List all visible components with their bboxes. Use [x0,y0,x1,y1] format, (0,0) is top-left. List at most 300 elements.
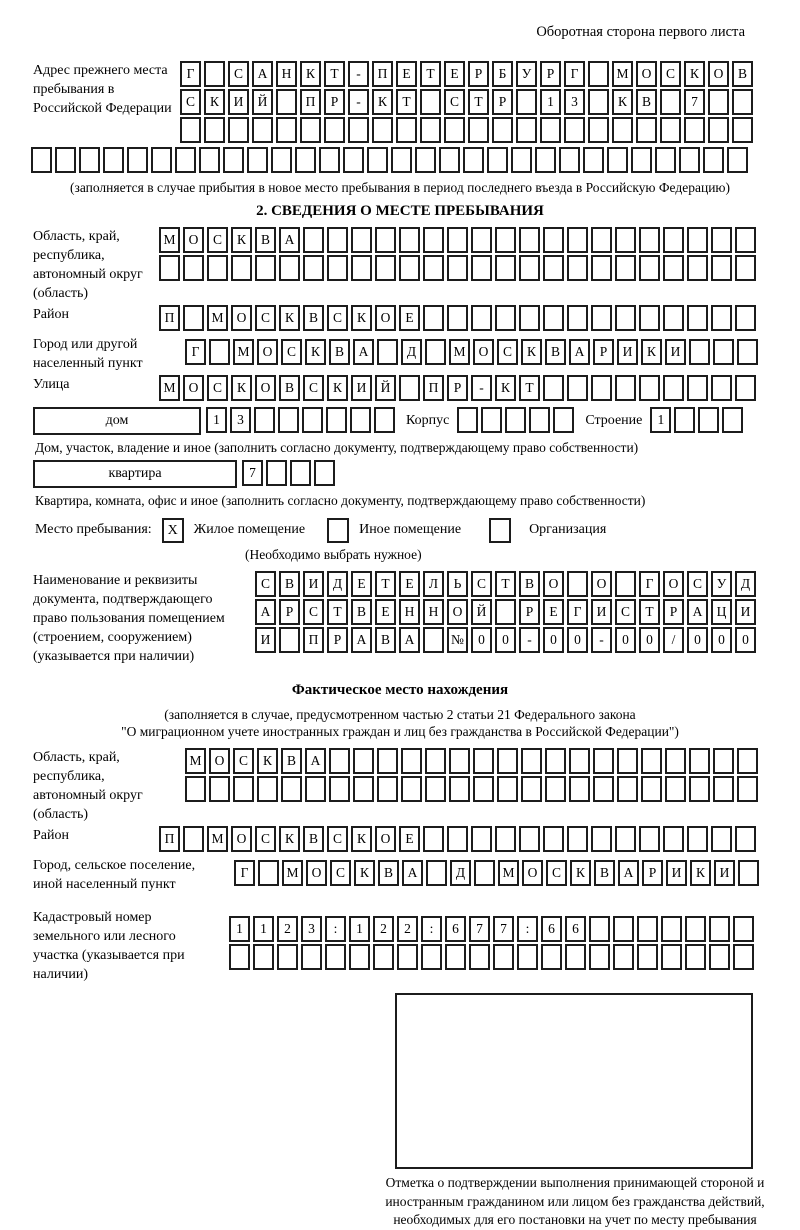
char-cell[interactable]: Т [375,571,396,597]
flat-type-box[interactable]: квартира [33,460,237,488]
char-cell[interactable] [447,255,468,281]
char-cell[interactable] [204,61,225,87]
char-cell[interactable]: М [449,339,470,365]
char-cell[interactable] [521,748,542,774]
char-cell[interactable] [639,255,660,281]
char-cell[interactable]: А [687,599,708,625]
char-cell[interactable] [663,227,684,253]
registration-mark-box[interactable] [395,993,753,1169]
char-cell[interactable] [735,375,756,401]
char-cell[interactable]: К [257,748,278,774]
char-cell[interactable]: У [516,61,537,87]
char-cell[interactable]: Н [399,599,420,625]
char-cell[interactable] [543,826,564,852]
char-cell[interactable] [737,748,758,774]
char-cell[interactable] [397,944,418,970]
char-cell[interactable]: Е [543,599,564,625]
char-cell[interactable] [305,776,326,802]
char-cell[interactable]: В [378,860,399,886]
char-cell[interactable]: К [351,305,372,331]
char-cell[interactable] [493,944,514,970]
checkbox-organizatsiya[interactable] [489,518,511,543]
char-cell[interactable] [497,776,518,802]
char-cell[interactable] [468,117,489,143]
char-cell[interactable] [423,305,444,331]
char-cell[interactable] [473,748,494,774]
char-cell[interactable]: К [641,339,662,365]
char-cell[interactable] [732,117,753,143]
char-cell[interactable]: 1 [253,916,274,942]
char-cell[interactable] [423,255,444,281]
char-cell[interactable] [639,375,660,401]
char-cell[interactable] [415,147,436,173]
char-cell[interactable] [564,117,585,143]
char-cell[interactable]: К [327,375,348,401]
char-cell[interactable]: Р [324,89,345,115]
char-cell[interactable]: 0 [567,627,588,653]
char-cell[interactable]: О [473,339,494,365]
char-cell[interactable]: В [279,375,300,401]
char-cell[interactable] [327,255,348,281]
char-cell[interactable]: П [303,627,324,653]
char-cell[interactable]: Р [327,627,348,653]
char-cell[interactable]: Н [423,599,444,625]
char-cell[interactable]: О [663,571,684,597]
char-cell[interactable] [314,460,335,486]
char-cell[interactable]: О [447,599,468,625]
char-cell[interactable] [183,305,204,331]
char-cell[interactable] [559,147,580,173]
char-cell[interactable] [497,748,518,774]
char-cell[interactable]: М [207,305,228,331]
char-cell[interactable] [183,826,204,852]
char-cell[interactable]: М [282,860,303,886]
char-cell[interactable] [367,147,388,173]
char-cell[interactable] [55,147,76,173]
char-cell[interactable] [401,776,422,802]
char-cell[interactable]: С [207,375,228,401]
char-cell[interactable]: С [615,599,636,625]
char-cell[interactable]: 7 [684,89,705,115]
char-cell[interactable] [660,117,681,143]
char-cell[interactable]: 2 [277,916,298,942]
char-cell[interactable] [713,748,734,774]
char-cell[interactable] [541,944,562,970]
char-cell[interactable]: Д [401,339,422,365]
char-cell[interactable] [567,375,588,401]
char-cell[interactable] [266,460,287,486]
char-cell[interactable]: 0 [735,627,756,653]
char-cell[interactable] [711,227,732,253]
char-cell[interactable] [713,776,734,802]
char-cell[interactable] [399,227,420,253]
char-cell[interactable]: Д [450,860,471,886]
char-cell[interactable]: А [399,627,420,653]
char-cell[interactable]: С [327,305,348,331]
char-cell[interactable] [617,776,638,802]
char-cell[interactable]: О [209,748,230,774]
char-cell[interactable]: № [447,627,468,653]
char-cell[interactable] [495,599,516,625]
char-cell[interactable]: Т [327,599,348,625]
char-cell[interactable] [689,748,710,774]
char-cell[interactable]: О [183,375,204,401]
char-cell[interactable]: М [159,375,180,401]
char-cell[interactable] [229,944,250,970]
char-cell[interactable]: О [231,305,252,331]
char-cell[interactable] [348,117,369,143]
char-cell[interactable] [399,375,420,401]
char-cell[interactable]: - [471,375,492,401]
char-cell[interactable]: К [372,89,393,115]
char-cell[interactable]: С [660,61,681,87]
char-cell[interactable]: К [351,826,372,852]
char-cell[interactable] [301,944,322,970]
char-cell[interactable] [351,255,372,281]
char-cell[interactable] [495,227,516,253]
char-cell[interactable]: Ь [447,571,468,597]
char-cell[interactable]: 6 [565,916,586,942]
char-cell[interactable]: Е [351,571,372,597]
char-cell[interactable]: О [543,571,564,597]
char-cell[interactable] [665,776,686,802]
char-cell[interactable] [685,916,706,942]
char-cell[interactable]: А [569,339,590,365]
char-cell[interactable] [421,944,442,970]
char-cell[interactable] [276,117,297,143]
char-cell[interactable]: Е [399,826,420,852]
char-cell[interactable]: Р [447,375,468,401]
char-cell[interactable]: - [591,627,612,653]
char-cell[interactable]: А [255,599,276,625]
char-cell[interactable] [159,255,180,281]
char-cell[interactable]: В [303,305,324,331]
char-cell[interactable]: С [281,339,302,365]
char-cell[interactable]: С [233,748,254,774]
char-cell[interactable]: Р [642,860,663,886]
char-cell[interactable] [589,944,610,970]
char-cell[interactable] [457,407,478,433]
char-cell[interactable] [445,944,466,970]
char-cell[interactable] [639,227,660,253]
char-cell[interactable] [639,305,660,331]
char-cell[interactable] [517,944,538,970]
char-cell[interactable]: С [303,375,324,401]
char-cell[interactable]: К [279,826,300,852]
char-cell[interactable] [698,407,719,433]
char-cell[interactable] [565,944,586,970]
char-cell[interactable]: А [305,748,326,774]
char-cell[interactable] [447,826,468,852]
char-cell[interactable]: В [545,339,566,365]
char-cell[interactable] [324,117,345,143]
char-cell[interactable]: О [636,61,657,87]
char-cell[interactable] [471,227,492,253]
char-cell[interactable]: М [207,826,228,852]
char-cell[interactable] [519,305,540,331]
char-cell[interactable]: Г [564,61,585,87]
char-cell[interactable]: О [255,375,276,401]
char-cell[interactable] [351,227,372,253]
char-cell[interactable] [661,916,682,942]
char-cell[interactable] [449,776,470,802]
char-cell[interactable] [641,748,662,774]
char-cell[interactable] [471,826,492,852]
char-cell[interactable] [711,826,732,852]
char-cell[interactable] [279,255,300,281]
char-cell[interactable] [637,944,658,970]
char-cell[interactable] [423,627,444,653]
char-cell[interactable] [426,860,447,886]
char-cell[interactable]: И [228,89,249,115]
char-cell[interactable] [329,748,350,774]
char-cell[interactable]: : [325,916,346,942]
char-cell[interactable]: А [252,61,273,87]
char-cell[interactable] [665,748,686,774]
char-cell[interactable] [183,255,204,281]
char-cell[interactable] [684,117,705,143]
char-cell[interactable]: А [402,860,423,886]
char-cell[interactable] [613,944,634,970]
char-cell[interactable]: Р [540,61,561,87]
char-cell[interactable] [663,826,684,852]
char-cell[interactable] [303,255,324,281]
char-cell[interactable]: Р [663,599,684,625]
char-cell[interactable] [327,227,348,253]
char-cell[interactable] [492,117,513,143]
char-cell[interactable]: В [636,89,657,115]
char-cell[interactable] [473,776,494,802]
char-cell[interactable] [31,147,52,173]
char-cell[interactable]: Г [180,61,201,87]
char-cell[interactable]: С [444,89,465,115]
char-cell[interactable] [615,571,636,597]
char-cell[interactable] [540,117,561,143]
char-cell[interactable]: 2 [373,916,394,942]
char-cell[interactable] [295,147,316,173]
char-cell[interactable] [711,305,732,331]
char-cell[interactable] [615,826,636,852]
char-cell[interactable] [631,147,652,173]
char-cell[interactable] [353,748,374,774]
char-cell[interactable] [401,748,422,774]
char-cell[interactable]: 3 [301,916,322,942]
char-cell[interactable]: 0 [543,627,564,653]
checkbox-zhiloe[interactable]: X [162,518,184,543]
char-cell[interactable] [687,375,708,401]
char-cell[interactable] [663,255,684,281]
char-cell[interactable]: Е [399,305,420,331]
char-cell[interactable]: О [708,61,729,87]
char-cell[interactable]: : [517,916,538,942]
char-cell[interactable] [612,117,633,143]
char-cell[interactable] [543,227,564,253]
char-cell[interactable]: 0 [471,627,492,653]
char-cell[interactable] [607,147,628,173]
char-cell[interactable]: О [522,860,543,886]
char-cell[interactable] [255,255,276,281]
char-cell[interactable] [567,826,588,852]
char-cell[interactable] [709,944,730,970]
char-cell[interactable] [737,776,758,802]
char-cell[interactable]: О [257,339,278,365]
char-cell[interactable] [708,89,729,115]
char-cell[interactable] [350,407,371,433]
char-cell[interactable] [103,147,124,173]
char-cell[interactable]: 1 [206,407,227,433]
char-cell[interactable]: К [305,339,326,365]
char-cell[interactable]: В [329,339,350,365]
char-cell[interactable] [713,339,734,365]
char-cell[interactable] [687,227,708,253]
char-cell[interactable] [637,916,658,942]
char-cell[interactable] [425,748,446,774]
char-cell[interactable]: 6 [445,916,466,942]
char-cell[interactable] [276,89,297,115]
char-cell[interactable] [735,255,756,281]
char-cell[interactable]: В [279,571,300,597]
char-cell[interactable] [679,147,700,173]
char-cell[interactable] [449,748,470,774]
char-cell[interactable]: К [495,375,516,401]
char-cell[interactable]: Т [468,89,489,115]
char-cell[interactable] [278,407,299,433]
char-cell[interactable] [591,826,612,852]
char-cell[interactable] [591,227,612,253]
char-cell[interactable]: 2 [397,916,418,942]
char-cell[interactable] [733,916,754,942]
char-cell[interactable] [737,339,758,365]
char-cell[interactable] [247,147,268,173]
char-cell[interactable] [567,571,588,597]
char-cell[interactable] [711,375,732,401]
char-cell[interactable]: - [519,627,540,653]
char-cell[interactable] [641,776,662,802]
char-cell[interactable] [674,407,695,433]
char-cell[interactable]: К [204,89,225,115]
char-cell[interactable]: К [231,375,252,401]
char-cell[interactable]: Т [420,61,441,87]
char-cell[interactable] [375,227,396,253]
char-cell[interactable] [735,305,756,331]
char-cell[interactable]: С [303,599,324,625]
char-cell[interactable] [687,255,708,281]
char-cell[interactable] [588,89,609,115]
char-cell[interactable]: - [348,89,369,115]
char-cell[interactable]: Г [234,860,255,886]
char-cell[interactable] [204,117,225,143]
char-cell[interactable] [199,147,220,173]
char-cell[interactable]: О [231,826,252,852]
char-cell[interactable] [481,407,502,433]
char-cell[interactable] [543,305,564,331]
char-cell[interactable] [319,147,340,173]
char-cell[interactable]: 1 [540,89,561,115]
char-cell[interactable] [281,776,302,802]
char-cell[interactable] [353,776,374,802]
char-cell[interactable]: В [281,748,302,774]
char-cell[interactable]: В [375,627,396,653]
char-cell[interactable] [687,305,708,331]
char-cell[interactable]: Е [399,571,420,597]
char-cell[interactable]: Р [519,599,540,625]
char-cell[interactable]: Й [252,89,273,115]
char-cell[interactable] [588,61,609,87]
char-cell[interactable] [655,147,676,173]
char-cell[interactable] [258,860,279,886]
char-cell[interactable]: - [348,61,369,87]
char-cell[interactable]: Л [423,571,444,597]
char-cell[interactable] [583,147,604,173]
char-cell[interactable] [495,305,516,331]
char-cell[interactable]: И [665,339,686,365]
char-cell[interactable] [567,305,588,331]
char-cell[interactable]: В [732,61,753,87]
char-cell[interactable] [545,776,566,802]
char-cell[interactable]: С [207,227,228,253]
char-cell[interactable]: В [303,826,324,852]
char-cell[interactable] [722,407,743,433]
char-cell[interactable]: Й [375,375,396,401]
char-cell[interactable] [223,147,244,173]
char-cell[interactable] [377,339,398,365]
char-cell[interactable]: Т [519,375,540,401]
char-cell[interactable] [495,826,516,852]
char-cell[interactable]: Р [593,339,614,365]
char-cell[interactable] [569,776,590,802]
char-cell[interactable]: 1 [349,916,370,942]
char-cell[interactable] [543,375,564,401]
char-cell[interactable] [535,147,556,173]
char-cell[interactable]: Т [396,89,417,115]
char-cell[interactable]: К [300,61,321,87]
char-cell[interactable] [663,375,684,401]
char-cell[interactable]: 7 [469,916,490,942]
char-cell[interactable]: 0 [615,627,636,653]
char-cell[interactable]: О [375,305,396,331]
char-cell[interactable]: И [255,627,276,653]
char-cell[interactable] [374,407,395,433]
char-cell[interactable]: А [351,627,372,653]
char-cell[interactable] [349,944,370,970]
char-cell[interactable] [511,147,532,173]
char-cell[interactable] [709,916,730,942]
char-cell[interactable] [516,89,537,115]
char-cell[interactable] [553,407,574,433]
char-cell[interactable]: 1 [650,407,671,433]
char-cell[interactable]: П [159,305,180,331]
char-cell[interactable] [738,860,759,886]
char-cell[interactable] [689,339,710,365]
char-cell[interactable] [567,227,588,253]
char-cell[interactable] [543,255,564,281]
char-cell[interactable] [471,305,492,331]
char-cell[interactable]: С [687,571,708,597]
char-cell[interactable] [661,944,682,970]
char-cell[interactable]: И [303,571,324,597]
char-cell[interactable]: 0 [639,627,660,653]
char-cell[interactable]: В [351,599,372,625]
char-cell[interactable] [505,407,526,433]
char-cell[interactable] [373,944,394,970]
char-cell[interactable] [377,776,398,802]
char-cell[interactable] [326,407,347,433]
char-cell[interactable]: А [279,227,300,253]
char-cell[interactable]: И [735,599,756,625]
char-cell[interactable]: Е [396,61,417,87]
checkbox-inoe[interactable] [327,518,349,543]
char-cell[interactable] [519,255,540,281]
